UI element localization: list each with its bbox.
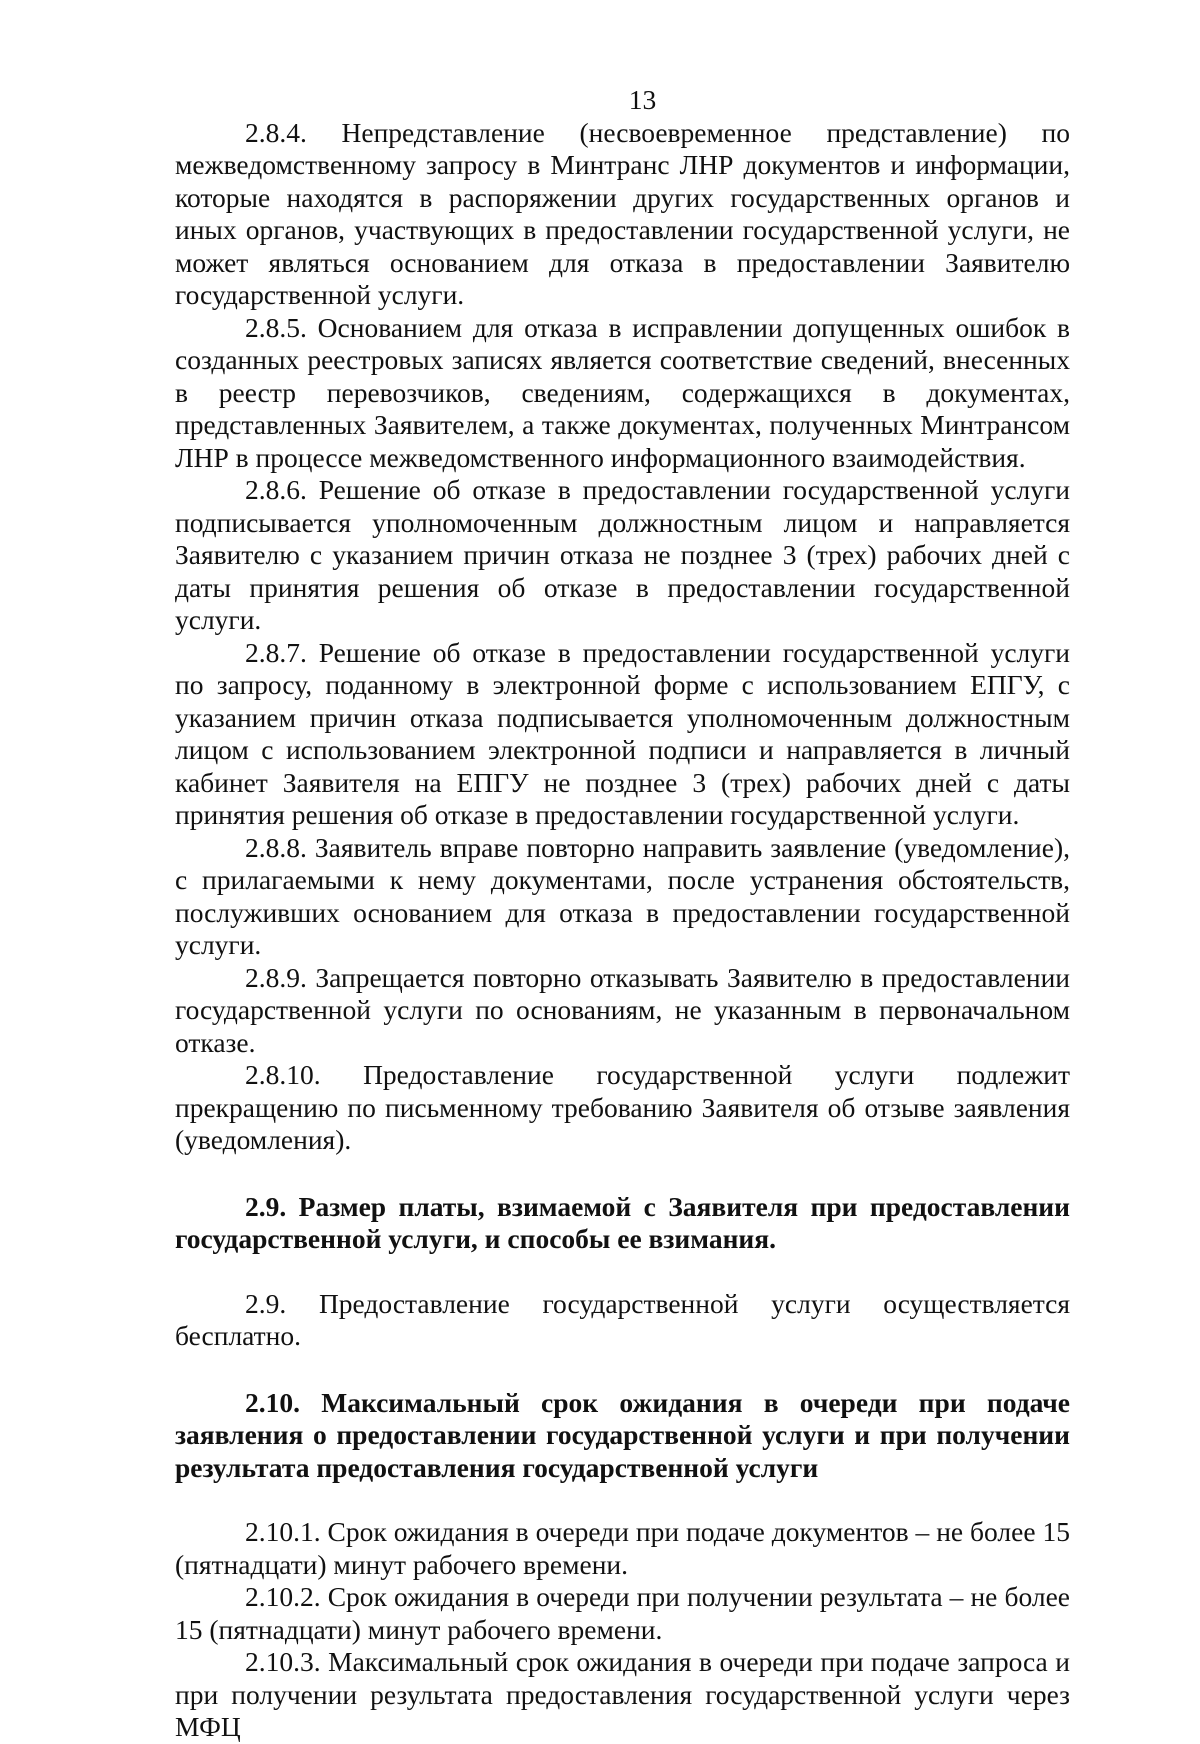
spacer — [175, 1256, 1070, 1288]
paragraph-2-10-3: 2.10.3. Максимальный срок ожидания в очереди при подаче запроса и при получении результата предоставления государственной услуги через МФЦ — [175, 1646, 1070, 1742]
paragraph-2-9: 2.9. Предоставление государственной услуги осуществляется бесплатно. — [175, 1287, 1070, 1351]
paragraph-2-10-1: 2.10.1. Срок ожидания в очереди при подаче документов – не более 15 (пятнадцати) минут рабочего времени. — [175, 1516, 1070, 1580]
section-heading-2-9: 2.9. Размер платы, взимаемой с Заявителя при предоставлении государственной услуги, и способы ее взимания. — [175, 1190, 1070, 1254]
paragraph-2-8-6: 2.8.6. Решение об отказе в предоставлении государственной услуги подписывается уполномоченным должностным лицом и направляется Заявителю с указанием причин отказа не позднее 3 (трех) рабочих дней с даты принятия решения об отказе в предоставлении государственной услуги. — [175, 474, 1070, 635]
spacer — [175, 1353, 1070, 1387]
section-heading-2-10: 2.10. Максимальный срок ожидания в очереди при подаче заявления о предоставлении государственной услуги и при получении результата предоставления государственной услуги — [175, 1386, 1070, 1483]
spacer — [175, 1484, 1070, 1516]
paragraph-2-8-4: 2.8.4. Непредставление (несвоевременное представление) по межведомственному запросу в Минтранс ЛНР документов и информации, которые находятся в распоряжении других государственных органов и иных органов, участвующих в предоставлении государственной услуги, не может являться основанием для отказа в предоставлении Заявителю государственной услуги. — [175, 116, 1070, 310]
paragraph-2-8-8: 2.8.8. Заявитель вправе повторно направить заявление (уведомление), с прилагаемыми к нему документами, после устранения обстоятельств, послуживших основанием для отказа в предоставлении государственной услуги. — [175, 831, 1070, 960]
paragraph-2-10-2: 2.10.2. Срок ожидания в очереди при получении результата – не более 15 (пятнадцати) минут рабочего времени. — [175, 1581, 1070, 1645]
page-number: 13 — [628, 84, 657, 115]
paragraph-2-8-7: 2.8.7. Решение об отказе в предоставлении государственной услуги по запросу, поданному в электронной форме с использованием ЕПГУ, с указанием причин отказа подписывается уполномоченным должностным лицом с использованием электронной подписи и направляется в личный кабинет Заявителя на ЕПГУ не позднее 3 (трех) рабочих дней с даты принятия решения об отказе в предоставлении государственной услуги. — [175, 636, 1070, 830]
spacer — [175, 1157, 1070, 1191]
paragraph-2-8-9: 2.8.9. Запрещается повторно отказывать Заявителю в предоставлении государственной услуги по основаниям, не указанным в первоначальном отказе. — [175, 961, 1070, 1058]
paragraph-2-8-10: 2.8.10. Предоставление государственной услуги подлежит прекращению по письменному требованию Заявителя об отзыве заявления (уведомления). — [175, 1059, 1070, 1155]
paragraph-2-8-5: 2.8.5. Основанием для отказа в исправлении допущенных ошибок в созданных реестровых записях является соответствие сведений, внесенных в реестр перевозчиков, сведениям, содержащихся в документах, представленных Заявителем, а также документах, полученных Минтрансом ЛНР в процессе межведомственного информационного взаимодействия. — [175, 311, 1070, 473]
